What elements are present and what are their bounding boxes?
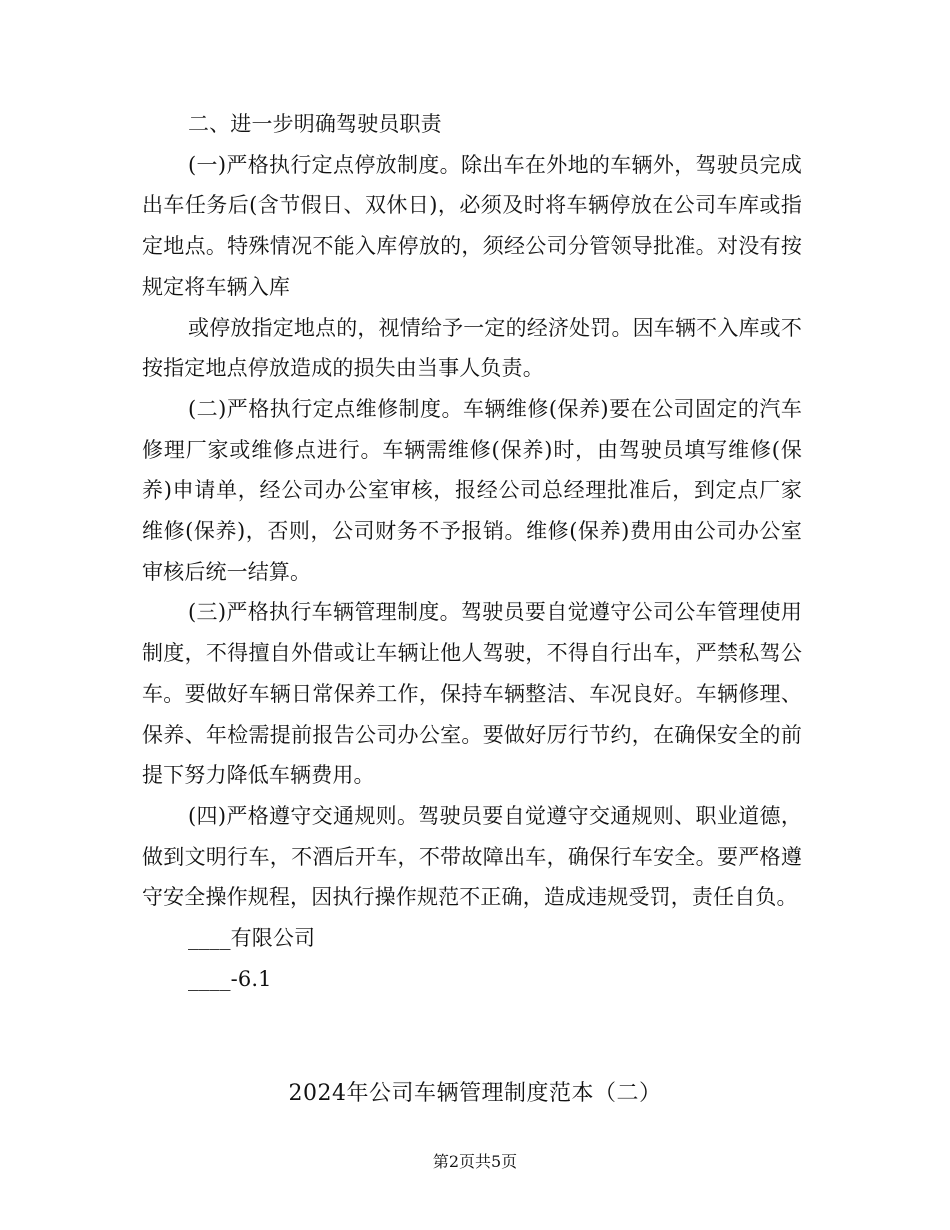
page-number: 第2页共5页 [432, 1152, 518, 1171]
signature-date: ____-6.1 [188, 966, 272, 991]
paragraph-repair-rule: (二)严格执行定点维修制度。车辆维修(保养)要在公司固定的汽车修理厂家或维修点进行。车辆需维修(保养)时，由驾驶员填写维修(保养)申请单，经公司办公室审核，报经公司总经理批准后，到定点厂家维修(保养)，否则，公司财务不予报销。维修(保养)费用由公司办公室审核后统一结算。 [142, 396, 802, 584]
paragraph-parking-penalty: 或停放指定地点的，视情给予一定的经济处罚。因车辆不入库或不按指定地点停放造成的损失由当事人负责。 [142, 315, 802, 381]
document-body [142, 104, 802, 999]
paragraph-traffic-rules: (四)严格遵守交通规则。驾驶员要自觉遵守交通规则、职业道德，做到文明行车，不酒后开车，不带故障出车，确保行车安全。要严格遵守安全操作规程，因执行操作规范不正确，造成违规受罚，责任自负。 [142, 803, 802, 910]
signature-company: ____有限公司 [188, 926, 316, 951]
paragraph-vehicle-management: (三)严格执行车辆管理制度。驾驶员要自觉遵守公司公车管理使用制度，不得擅自外借或让车辆让他人驾驶，不得自行出车，严禁私驾公车。要做好车辆日常保养工作，保持车辆整洁、车况良好。车辆修理、保养、年检需提前报告公司办公室。要做好厉行节约，在确保安全的前提下努力降低车辆费用。 [142, 600, 802, 788]
section-heading: 二、进一步明确驾驶员职责 [188, 112, 442, 136]
next-section-title: 2024年公司车辆管理制度范本（二） [288, 1081, 662, 1106]
paragraph-parking-rule: (一)严格执行定点停放制度。除出车在外地的车辆外，驾驶员完成出车任务后(含节假日、双休日)，必须及时将车辆停放在公司车库或指定地点。特殊情况不能入库停放的，须经公司分管领导批准。对没有按规定将车辆入库 [142, 152, 802, 299]
